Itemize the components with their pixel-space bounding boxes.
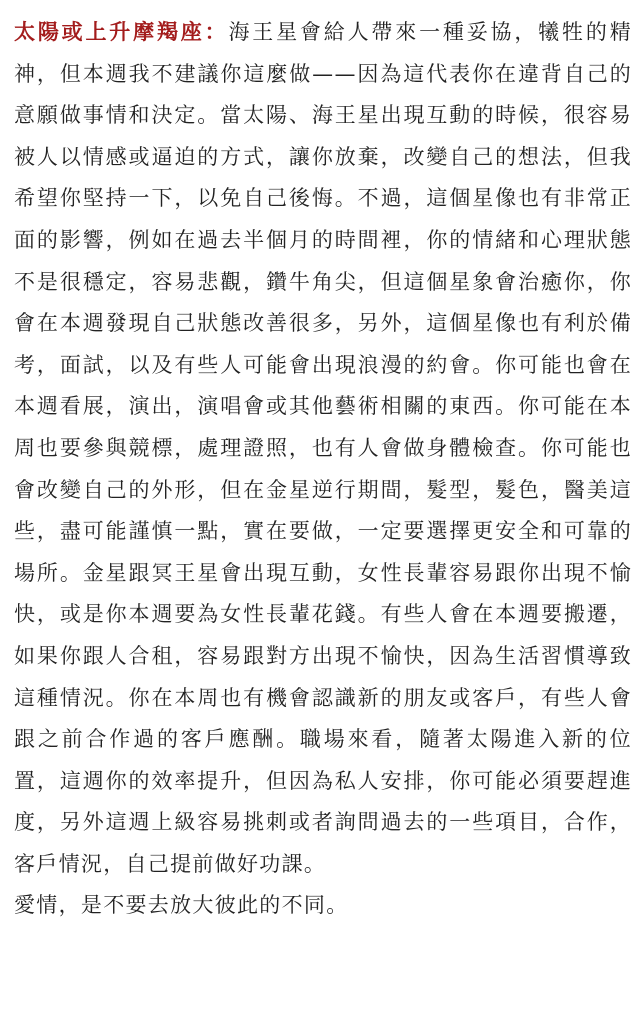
love-line: 愛情，是不要去放大彼此的不同。 xyxy=(14,893,349,918)
paragraph-body: 海王星會給人帶來一種妥協，犧牲的精神，但本週我不建議你這麼做——因為這代表你在違背自己的意願做事情和決定。當太陽、海王星出現互動的時候，很容易被人以情感或逼迫的方式，讓你放棄，改變自己的想法，但我希望你堅持一下，以免自己後悔。不過，這個星像也有非常正面的影響，例如在過去半個月的時間裡，你的情緒和心理狀態不是很穩定，容易悲觀，鑽牛角尖，但這個星象會治癒你，你會在本週發現自己狀態改善很多，另外，這個星像也有利於備考，面試，以及有些人可能會出現浪漫的約會。你可能也會在本週看展，演出，演唱會或其他藝術相關的東西。你可能在本周也要參與競標，處理證照，也有人會做身體檢查。你可能也會改變自己的外形，但在金星逆行期間，髮型，髮色，醫美這些，盡可能謹慎一點，實在要做，一定要選擇更安全和可靠的場所。金星跟冥王星會出現互動，女性長輩容易跟你出現不愉快，或是你本週要為女性長輩花錢。有些人會在本週要搬遷，如果你跟人合租，容易跟對方出現不愉快，因為生活習慣導致這種情況。你在本周也有機會認識新的朋友或客戶，有些人會跟之前合作過的客戶應酬。職場來看，隨著太陽進入新的位置，這週你的效率提升，但因為私人安排，你可能必須要趕進度，另外這週上級容易挑刺或者詢問過去的一些項目，合作，客戶情況，自己提前做好功課。 xyxy=(14,20,632,876)
horoscope-article xyxy=(14,12,632,927)
capricorn-paragraph xyxy=(14,12,632,885)
sign-heading: 太陽或上升摩羯座： xyxy=(14,20,229,44)
